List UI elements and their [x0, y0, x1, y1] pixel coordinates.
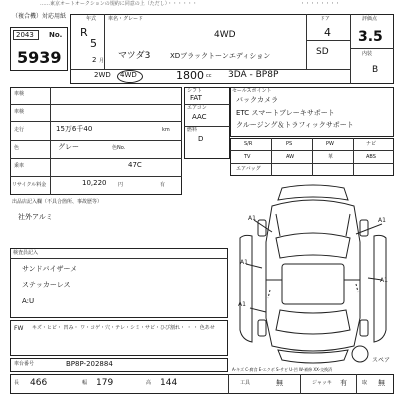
length-label: 長 [14, 380, 20, 386]
recycle-unit: 円 [118, 182, 124, 188]
month-unit: 月 [99, 58, 105, 64]
inspector-line-3: A:U [22, 297, 35, 305]
body-type: SD [316, 47, 329, 57]
score-value: 3.5 [358, 29, 383, 45]
manual-value: 無 [378, 379, 385, 387]
height-label: 高 [146, 380, 152, 386]
ac-value: AAC [192, 113, 207, 121]
spec-row-2-label: 車検 [14, 109, 25, 115]
sales-point-2: ETC スマートブレーキサポート [236, 109, 335, 117]
doors-label: ドア [320, 16, 330, 22]
color-no-label: 色No. [112, 145, 126, 151]
frame-box [10, 358, 228, 372]
car-name: マツダ3 [118, 51, 151, 61]
cc-label: cc [206, 73, 212, 79]
fuel-label: 燃料 [187, 127, 198, 133]
fw-text: キズ・ヒビ・ 凹み・ ワ・コゲ・穴・テレ・シミ・サビ・ひび割れ・ ・ ・ 色あせ [32, 325, 215, 331]
inspector-label: 検査員記入 [13, 250, 39, 256]
equip-airbag: エアバッグ [236, 166, 261, 172]
lot-box [10, 27, 68, 71]
car-diagram [232, 180, 394, 368]
lot-number: 5939 [17, 48, 62, 67]
sales-point-3: クルージング＆トラフィックサポート [236, 121, 354, 129]
frame-label: 車台番号 [14, 361, 35, 367]
damage-mark-4: A1 [238, 301, 246, 308]
equip-pw: PW [326, 141, 334, 147]
recycle-extra: 有 [160, 182, 166, 188]
lot-code: 2043 [16, 31, 34, 39]
inspector-line-1: サンドバイザーメ [22, 265, 78, 273]
model-code: 3DA - BP8P [228, 70, 279, 80]
mileage: 15万6千40 [56, 125, 93, 133]
damage-mark-2: A1 [378, 217, 386, 224]
spec-row-4-label: 色 [14, 145, 20, 151]
year-label: 年式 [86, 16, 97, 22]
color-value: グレー [58, 143, 79, 151]
car-grade: XDブラックトーンエディション [170, 52, 271, 60]
equip-aw: AW [286, 154, 295, 160]
type-2wd: 2WD [94, 71, 111, 79]
width-label: 幅 [82, 380, 88, 386]
shift-label: シフト [187, 88, 203, 94]
sales-points-label: セールスポイント [232, 88, 272, 94]
name-grade-label: 車名・グレード [108, 16, 144, 22]
lot-code-box [13, 30, 39, 40]
header-top-right: ・・・・・・・・ [300, 1, 341, 7]
frame-number: BP8P-202884 [66, 360, 113, 368]
jack-value: 有 [340, 379, 347, 387]
interior-score: B [372, 65, 379, 75]
manual-label: 取 [362, 380, 368, 386]
dims-box [10, 374, 394, 394]
type-4wd: 4WD [120, 71, 137, 79]
lot-no-label: No. [49, 31, 63, 39]
recycle-value: 10,220 [82, 179, 107, 187]
equip-sr: S/R [244, 141, 253, 147]
parts-label: 工具 [240, 380, 251, 386]
header-subtitle: （複合機）対応用紙 [12, 13, 67, 20]
recycle-label: リサイクル料金 [12, 182, 47, 188]
equip-leather: 革 [328, 154, 334, 160]
shift-value: FAT [190, 94, 202, 102]
spec-row-5-label: 乗車 [14, 163, 25, 169]
fw-label: FW [14, 325, 24, 332]
spec-row-3-label: 走行 [14, 127, 25, 133]
year-era: R [80, 26, 88, 39]
equip-abs: ABS [366, 154, 376, 160]
exhibitor-note: 社外アルミ [18, 213, 53, 221]
length-value: 466 [30, 378, 48, 388]
damage-mark-1: A1 [248, 215, 256, 222]
equip-ps: PS [286, 141, 293, 147]
spec-row-1-label: 車検 [14, 91, 25, 97]
exhibitor-label: 出品店記入欄（不具合箇所、事故歴等） [12, 199, 103, 205]
equip-navi: ナビ [366, 141, 377, 147]
parts-value: 無 [276, 379, 283, 387]
width-value: 179 [96, 378, 114, 388]
header-top-text: ……東京オートオークションの規約に同意の上（ただし）・・・・・・ [40, 1, 198, 7]
interior-label: 内装 [362, 51, 373, 57]
year-value: 5 [90, 37, 97, 50]
height-value: 144 [160, 378, 178, 388]
inspector-line-2: ステッカーレス [22, 281, 71, 289]
month-value: 2 [92, 56, 97, 64]
drive: 4WD [214, 30, 236, 40]
damage-mark-3: A1 [380, 277, 388, 284]
ac-label: エアコン [187, 105, 207, 111]
doors-value: 4 [324, 26, 331, 39]
damage-legend: A-キズ C-腐食 E-エクボ S-サビ U-凹 W-補修 XX-交換済 [232, 367, 333, 372]
jack-label: ジャッキ [312, 380, 332, 386]
fuel-value: D [198, 135, 204, 143]
damage-mark-5: A1 [240, 259, 248, 266]
score-label: 評価点 [362, 16, 378, 22]
sales-point-1: バックカメラ [236, 96, 278, 104]
displacement: 1800 [176, 69, 204, 82]
equip-tv: TV [244, 154, 251, 160]
color-code: 47C [128, 161, 142, 169]
mileage-unit: km [162, 127, 170, 133]
spare-label: スペア [372, 357, 391, 364]
